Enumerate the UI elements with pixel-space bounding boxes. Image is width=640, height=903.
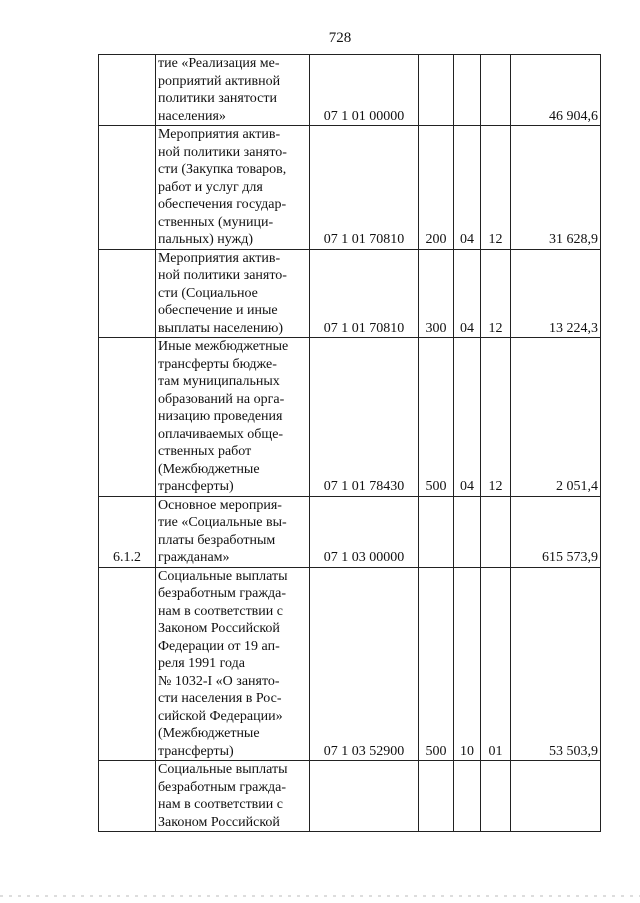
target-article-code-cell: 07 1 01 70810 bbox=[310, 249, 419, 338]
amount-cell: 46 904,6 bbox=[511, 55, 601, 126]
scan-artifact bbox=[0, 895, 640, 897]
expense-type-cell bbox=[419, 496, 454, 567]
row-name-cell: Социальные выплаты безработным гражда- нам в соответствии с Законом Российской bbox=[156, 761, 310, 832]
section-cell: 04 bbox=[454, 249, 481, 338]
row-number-cell: 6.1.2 bbox=[99, 496, 156, 567]
table-row bbox=[99, 567, 601, 761]
amount-cell: 31 628,9 bbox=[511, 126, 601, 250]
amount-cell bbox=[511, 761, 601, 832]
row-number-cell bbox=[99, 249, 156, 338]
target-article-code-cell: 07 1 03 00000 bbox=[310, 496, 419, 567]
table-row bbox=[99, 496, 601, 567]
table-row bbox=[99, 249, 601, 338]
target-article-code-cell bbox=[310, 761, 419, 832]
subsection-cell bbox=[481, 496, 511, 567]
budget-table bbox=[98, 54, 601, 832]
section-cell bbox=[454, 496, 481, 567]
table-row bbox=[99, 55, 601, 126]
subsection-cell bbox=[481, 761, 511, 832]
page-number: 728 bbox=[328, 30, 352, 46]
budget-table-body bbox=[99, 55, 601, 832]
table-row bbox=[99, 761, 601, 832]
target-article-code-cell: 07 1 03 52900 bbox=[310, 567, 419, 761]
subsection-cell: 12 bbox=[481, 338, 511, 497]
section-cell: 04 bbox=[454, 338, 481, 497]
row-name-cell: Мероприятия актив- ной политики занято- сти (Закупка товаров, работ и услуг для обеспечения государ- ственных (муници- пальных) нужд) bbox=[156, 126, 310, 250]
table-row bbox=[99, 126, 601, 250]
amount-cell: 13 224,3 bbox=[511, 249, 601, 338]
row-number-cell bbox=[99, 567, 156, 761]
row-name-cell: Иные межбюджетные трансферты бюдже- там муниципальных образований на орга- низацию проведения оплачиваемых обще- ственных работ (Межбюджетные трансферты) bbox=[156, 338, 310, 497]
amount-cell: 53 503,9 bbox=[511, 567, 601, 761]
section-cell bbox=[454, 55, 481, 126]
amount-cell: 615 573,9 bbox=[511, 496, 601, 567]
row-number-cell bbox=[99, 126, 156, 250]
target-article-code-cell: 07 1 01 00000 bbox=[310, 55, 419, 126]
expense-type-cell: 500 bbox=[419, 338, 454, 497]
target-article-code-cell: 07 1 01 78430 bbox=[310, 338, 419, 497]
row-name-cell: Основное мероприя- тие «Социальные вы- платы безработным гражданам» bbox=[156, 496, 310, 567]
subsection-cell: 01 bbox=[481, 567, 511, 761]
section-cell: 04 bbox=[454, 126, 481, 250]
section-cell: 10 bbox=[454, 567, 481, 761]
row-name-cell: Мероприятия актив- ной политики занято- сти (Социальное обеспечение и иные выплаты населению) bbox=[156, 249, 310, 338]
expense-type-cell: 200 bbox=[419, 126, 454, 250]
row-name-cell: Социальные выплаты безработным гражда- нам в соответствии с Законом Российской Федерации от 19 ап- реля 1991 года № 1032-I «О занято- сти населения в Рос- сийской Федерации» (Межбюджетные трансферты) bbox=[156, 567, 310, 761]
target-article-code-cell: 07 1 01 70810 bbox=[310, 126, 419, 250]
amount-cell: 2 051,4 bbox=[511, 338, 601, 497]
row-number-cell bbox=[99, 761, 156, 832]
expense-type-cell bbox=[419, 761, 454, 832]
subsection-cell: 12 bbox=[481, 249, 511, 338]
row-number-cell bbox=[99, 338, 156, 497]
section-cell bbox=[454, 761, 481, 832]
table-row bbox=[99, 338, 601, 497]
row-name-cell: тие «Реализация ме- роприятий активной политики занятости населения» bbox=[156, 55, 310, 126]
expense-type-cell bbox=[419, 55, 454, 126]
subsection-cell bbox=[481, 55, 511, 126]
expense-type-cell: 500 bbox=[419, 567, 454, 761]
expense-type-cell: 300 bbox=[419, 249, 454, 338]
row-number-cell bbox=[99, 55, 156, 126]
subsection-cell: 12 bbox=[481, 126, 511, 250]
